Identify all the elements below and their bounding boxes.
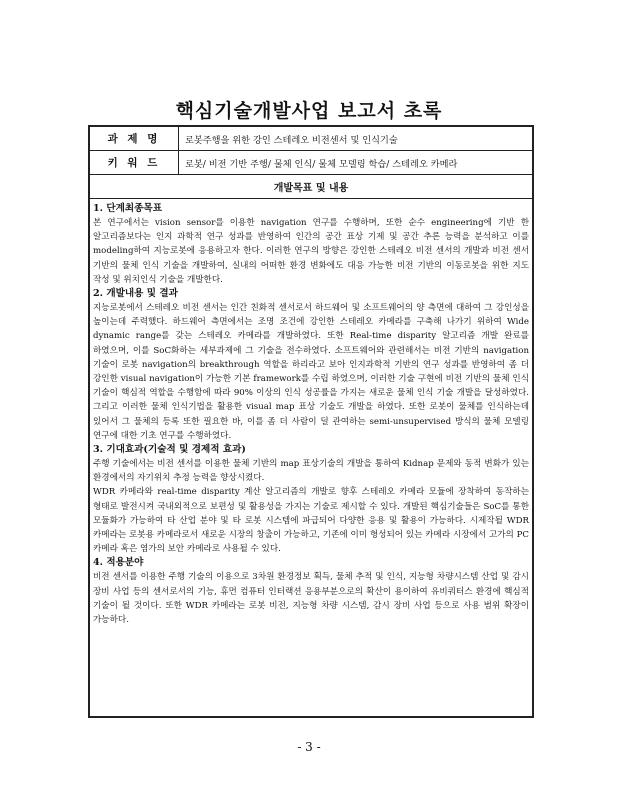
content-body — [90, 199, 532, 627]
section-3 — [93, 443, 529, 556]
section-heading: 4. 적용분야 — [93, 557, 144, 569]
task-label: 과 제 명 — [90, 127, 179, 150]
section-paragraph: WDR 카메라와 real-time disparity 계산 알고리즘의 개발로 향후 스테레오 카메라 모듈에 장착하여 동작하는 형태로 발전시켜 국내외적으로 보편성 및 활용성을 가지는 기술로 제시할 수 있다. 개발된 핵심기술들은 SoC를 통한 모듈화가 가능하여 타 산업 분야 및 타 로봇 시스템에 파급되어 다양한 응용 및 활용이 가능하다. 시제작될 WDR 카메라는 로봇용 카메라로서 새로운 시장의 창출이 가능하고, 기존에 이미 형성되어 있는 카메라 시장에서 고가의 PC 카메라 혹은 염가의 보안 카메라로 사용될 수 있다. — [93, 487, 529, 555]
section-1 — [93, 202, 529, 287]
section-paragraph: 주행 기술에서는 비전 센서를 이용한 물체 기반의 map 표상기술의 개발을 통하여 Kidnap 문제와 동적 변화가 있는 환경에서의 자기위치 추정 능력을 향상시켰다. — [93, 459, 529, 484]
section-2 — [93, 287, 529, 443]
section-heading: 3. 기대효과(기술적 및 경제적 효과) — [93, 444, 246, 456]
abstract-table — [88, 125, 534, 718]
section-paragraph: 비전 센서를 이용한 주행 기술의 이용으로 3차원 환경정보 획득, 물체 추적 및 인식, 지능형 차량시스템 산업 및 감시 장비 사업 등의 센서로서의 기능, 휴먼 컴퓨터 인터랙션 응용부분으로의 확산이 용이하여 유비쿼터스 환경에 핵심적 기술이 될 것이다. 또한 WDR 카메라는 로봇 비전, 지능형 차량 시스템, 감시 장비 사업 등으로 사용 범위 확장이 가능하다. — [93, 572, 529, 626]
section-4 — [93, 556, 529, 627]
task-value: 로봇주행을 위한 강인 스테레오 비전센서 및 인식기술 — [185, 134, 398, 146]
report-title: 핵심기술개발사업 보고서 초록 — [175, 100, 443, 122]
section-header: 개발목표 및 내용 — [90, 175, 532, 199]
section-paragraph: 지능로봇에서 스테레오 비전 센서는 인간 친화적 센서로서 하드웨어 및 소프트웨어의 양 측면에 대하여 그 강인성을 높이는데 주력했다. 하드웨어 측면에서는 조명 조건에 강인한 스테레오 카메라를 구축해 나가기 위하여 Wide dynamic range를 갖는 스테레오 카메라를 개발하였다. 또한 Real-time disparity 알고리즘 개발 완료를 하였으며, 이를 SoC화하는 세부과제에 그 기술을 전수하였다. 소프트웨어와 관련해서는 비전 기반의 navigation 기술이 로봇 navigation의 breakthrough 역할을 하리라고 보아 인지과학적 기반의 연구 성과를 반영하여 좀 더 강인한 visual navigation이 가능한 기본 framework를 수립 하였으며, 이러한 기술 구현에 비전 기반의 물체 인식 기술이 핵심적 역할을 수행함에 따라 90% 이상의 인식 성공률을 가지는 새로운 물체 인식 기술 개발을 달성하였다. 그리고 이러한 물체 인식기법을 활용한 visual map 표상 기술도 개발을 하였다. 또한 로봇이 물체를 인식하는데 있어서 그 물체의 등록 또한 필요한 바, 이를 좀 더 사람이 덜 관여하는 semi-unsupervised 방식의 물체 모델링 연구에 대한 기초 연구를 수행하였다. — [93, 303, 529, 441]
section-heading: 2. 개발내용 및 결과 — [93, 288, 178, 300]
keyword-value: 로봇/ 비전 기반 주행/ 물체 인식/ 물체 모델링 학습/ 스테레오 카메라 — [185, 158, 458, 170]
section-heading: 1. 단계최종목표 — [93, 203, 162, 214]
section-paragraph: 본 연구에서는 vision sensor를 이용한 navigation 연구를 수행하며, 또한 순수 engineering에 기반 한 알고리즘보다는 인지 과학적 연구 성과를 반영하여 인간의 공간 표상 기제 및 공간 추론 능력을 분석하고 이를 modeling하여 지능로봇에 응용하고자 한다. 이러한 연구의 방향은 강인한 스테레오 비전 센서의 개발과 비전 센서 기반의 물체 인식 기술을 개발하여, 실내의 어떠한 환경 변화에도 대응 가능한 비전 기반의 이동로봇을 위한 지도 작성 및 위치인식 기술을 개발한다. — [93, 218, 529, 285]
keyword-label: 키 워 드 — [90, 151, 179, 174]
keyword-row — [90, 151, 532, 175]
task-row — [90, 127, 532, 151]
page-number: - 3 - — [297, 740, 321, 754]
